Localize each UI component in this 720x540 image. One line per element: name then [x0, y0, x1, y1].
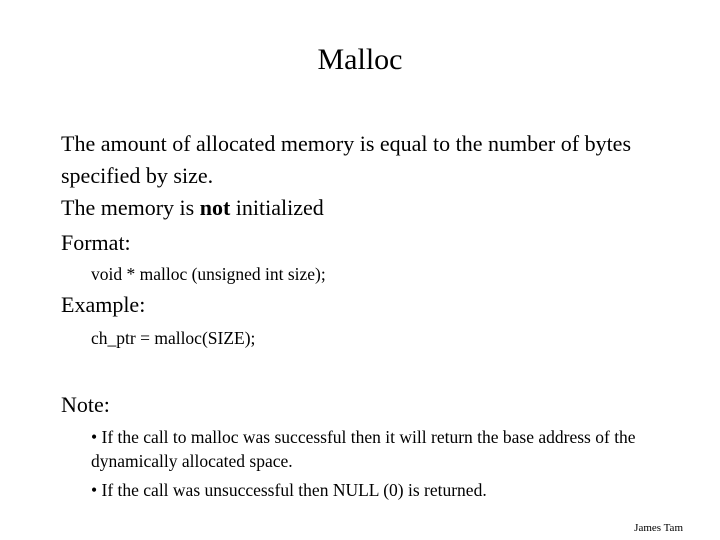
note-bullet-1: • If the call to malloc was successful then it will return the base address of the dynamically allocated space.	[91, 427, 636, 471]
note-bullet-2: • If the call was unsuccessful then NULL (0) is returned.	[91, 480, 487, 500]
paragraph-not-initialized	[61, 192, 691, 224]
paragraph-allocated-memory: The amount of allocated memory is equal to the number of bytes specified by size.	[61, 131, 632, 188]
footer-author: James Tam	[634, 522, 683, 534]
format-label: Format:	[61, 230, 131, 255]
slide-title: Malloc	[317, 43, 403, 76]
example-code: ch_ptr = malloc(SIZE);	[91, 328, 256, 348]
example-label: Example:	[61, 292, 146, 317]
para2-before: The memory is	[61, 195, 200, 220]
para2-after: initialized	[230, 195, 324, 220]
note-label: Note:	[61, 392, 110, 417]
para2-bold-not: not	[199, 195, 231, 220]
format-code: void * malloc (unsigned int size);	[91, 264, 326, 284]
